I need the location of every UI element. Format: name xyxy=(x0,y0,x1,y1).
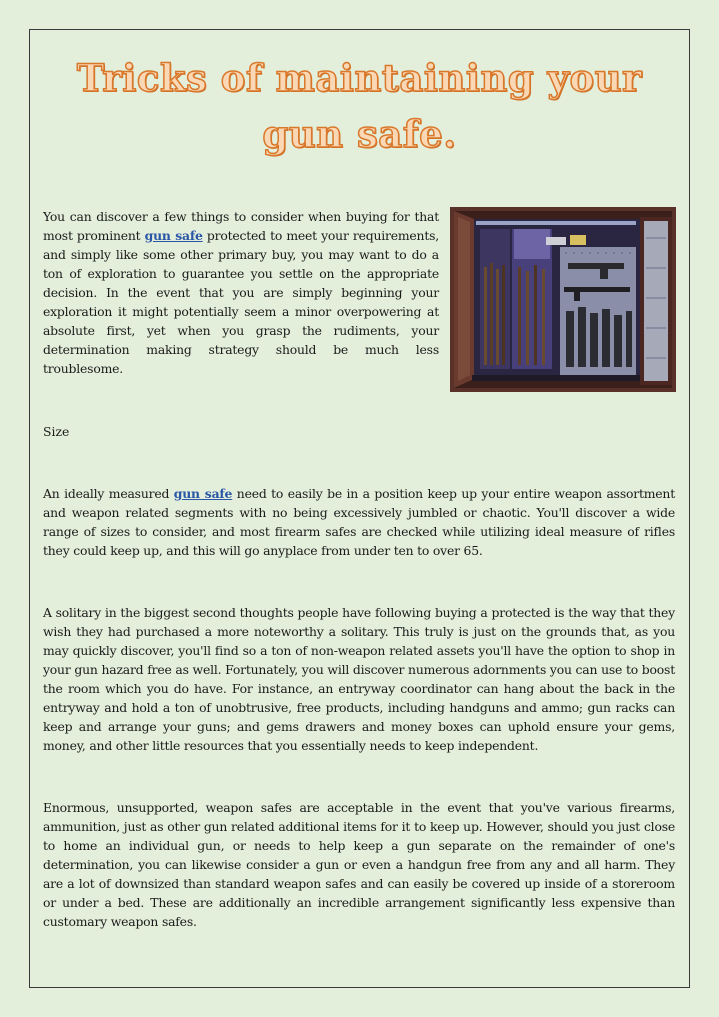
paragraph-size xyxy=(43,484,675,560)
gun-safe-link[interactable]: gun safe xyxy=(144,228,203,243)
gun-safe-link-2[interactable]: gun safe xyxy=(173,486,233,501)
paragraph-accessories: A solitary in the biggest second thoughts people have following buying a protected is the way that they wish they had purchased a more noteworthy a solitary. This truly is just on the grounds that, as you may quickly discover, you'll find so a ton of non-weapon related assets you'll have the option to shop in your gun hazard free as well. Fortunately, you will discover numerous adornments you can use to boost the room which you do have. For instance, an entryway coordinator can hang about the back in the entryway and hold a ton of unobtrusive, free products, including handguns and ammo; gun racks can keep and arrange your guns; and gems drawers and money boxes can uphold ensure your gems, money, and other little resources that you essentially needs to keep independent. xyxy=(43,605,675,753)
paragraph-small-safes: Enormous, unsupported, weapon safes are acceptable in the event that you've various firearms, ammunition, just as other gun related additional items for it to keep up. However, should you just close to home an individual gun, or needs to help keep a gun separate on the remainder of one's determination, you can likewise consider a gun or even a handgun free from any and all harm. They are a lot of downsized than standard weapon safes and can easily be covered up inside of a storeroom or under a bed. These are additionally an incredible arrangement significantly less expensive than customary weapon safes. xyxy=(43,800,675,929)
section-heading-size: Size xyxy=(43,424,70,439)
paragraph-size-end: need to easily be in a position keep up your entire weapon assortment and weapon related segments with no being excessively jumbled or chaotic. You'll discover a wide range of sizes to consider, and most firearm safes are checked while utilizing ideal measure of rifles they could keep up, and this will go anyplace from under ten to over 65. xyxy=(43,486,675,558)
page-title: Tricks of maintaining your gun safe. xyxy=(76,56,643,156)
intro-text-start: You can discover a few things to consider when buying for that most prominent xyxy=(43,209,439,243)
gun-safe-photo xyxy=(450,207,676,392)
intro-paragraph xyxy=(43,207,439,378)
gun-safe-illustration xyxy=(450,207,676,392)
intro-text-end: protected to meet your requirements, and simply like some other primary buy, you may want to do a ton of exploration to guarantee you settle on the appropriate decision. In the event that you are simply beginning your exploration it might potentially seem a minor overpowering at absolute first, yet when you grasp the rudiments, your determination making strategy should be much less troublesome. xyxy=(43,228,439,376)
paragraph-size-start: An ideally measured xyxy=(43,486,174,501)
